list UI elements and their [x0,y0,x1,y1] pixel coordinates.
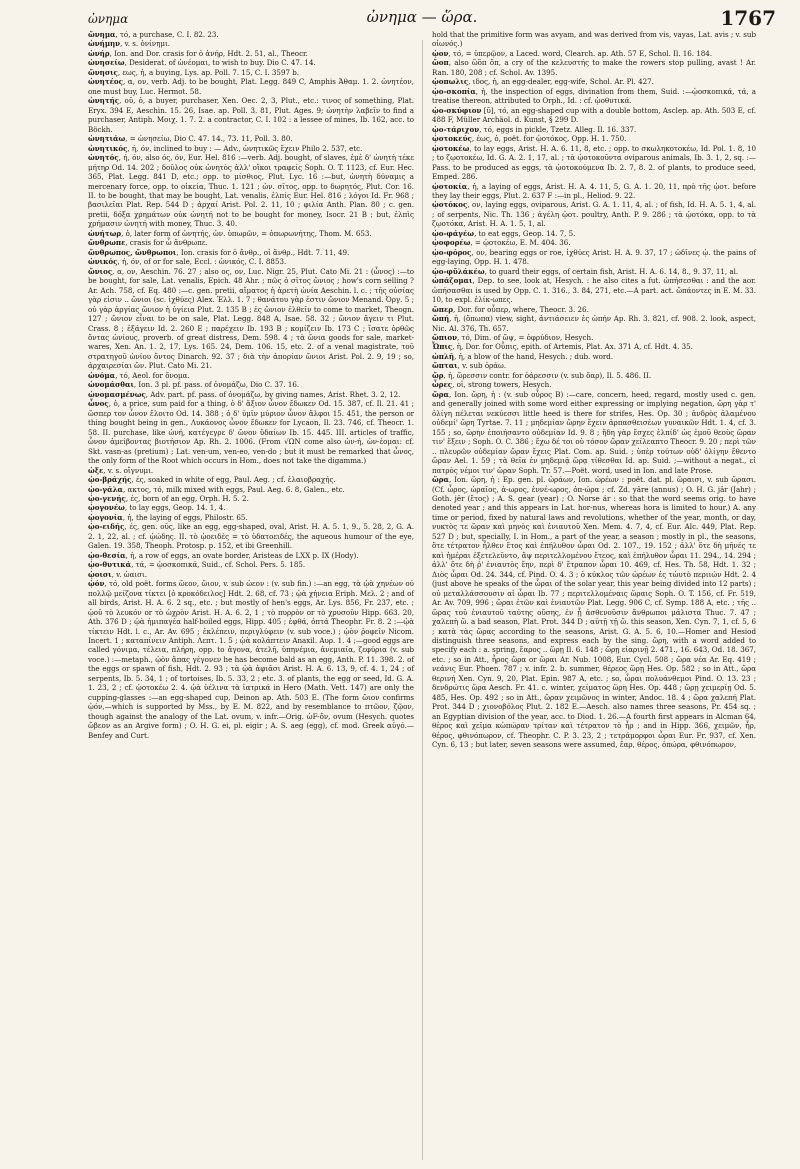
dictionary-entry [88,77,414,96]
entry-definition: , Dep. to see, look at, Hesych. : he also cites a fut. ὠπήσεσθαι : and the aor. ὠπήσασθαι is used by Opp. C. 1. 316., 3. 84, 271, etc.—A part. act. ὤπάοντες in E. M. 33. 10, to expl. ἑλίκ-ωπες. [432,276,756,305]
dictionary-entry [88,503,414,512]
dictionary-entry [88,485,414,494]
dictionary-entry [432,248,756,267]
entry-definition: , to lay eggs, Geop. 14. 1, 4. [124,503,226,513]
entry-definition: , ές, gen. οῦς, like an egg, egg-shaped, oval, Arist. H. A. 5. 1, 9., 5. 28, 2, G. A. 2. 1, 22, al. ; cf. ᾠώδης. II. τὸ ᾠοειδὲς = τὸ ὑδατοειδές, the aqueous humour of the eye, Galen. 19. 358, Theoph. Protosp. p. 152, et ibi Greenhill. [88,522,414,551]
entry-headword: ὤνθρωπε [88,238,126,248]
entry-headword: ὠνητής [88,96,120,106]
entry-definition: , α, ον, Aeschin. 76. 27 ; also ος, ον, Luc. Nigr. 25, Plut. Cato Mi. 21 : (ὦνος) :—to be bought, for sale, Lat. venalis, Epich. 48 Ahr. ; πῶς ὁ σῖτος ὤνιος ; how's corn selling ? Ar. Ach. 758, cf. Eq. 480 :—c. gen. pretii, αἵματος ἡ ἀρετὴ ὠνία Aeschin. l. c. ; τῆς οὐσίας γὰρ εἰσιν .. ὤνιοι (sc. ἰχθύες) Alex. Ἑλλ. 1. 7 ; θανάτου γὰρ ἐστιν ὤνιον Menand. Ὀργ. 5 ; οὐ γὰρ ἀργίας ὤνιον ἡ ὑγίεια Plut. 2. 135 B ; ἐς ὤνιον ἐλθεῖν to come to market, Theogn. 127 ; ὤνιον εἶναι to be on sale, Plat. Legg. 848 A, Isae. 58. 32 ; ὤνιον ἄγειν τι Plut. Crass. 8 ; ἐξάγειν Id. 2. 260 E ; παρέχειν Ib. 193 B ; κομίζειν Ib. 173 C ; ἴσατε ὀρθῶς ὄντας ὠνίους, proverb. of great distress, Dem. 598. 4 ; τὰ ὤνια goods for sale, market-wares, Xen. An. 1. 2, 17, Lys. 165. 24, Dem. 106. 15, etc. 2. of a venal magistrate, τοῦ στρατηγοῦ ὠνίου ὄντος Dinarch. 92. 37 ; διὰ τὴν ἀπορίαν ὤνιοι Arist. Pol. 2. 9, 19 ; so, ἀρχαιρεσίαι ὤν. Plut. Cato Mi. 21. [88,266,414,371]
dictionary-entry [432,182,756,201]
dictionary-entry [88,144,414,153]
entry-headword: ὤπερ [432,304,453,314]
entry-headword: ὠπλῆ [432,351,455,361]
entry-headword: ὤνησις [88,67,118,77]
entry-definition: , ακτος, τό, milk mixed with eggs, Paul. Aeg. 6. 8, Galen., etc. [123,484,345,494]
dictionary-entry [432,276,756,304]
dictionary-entry [432,144,756,182]
entry-headword: ὠνητέος [88,77,123,87]
entry-definition: , also ὢὂπ ὄπ, a cry of the κελευστής to make the rowers stop pulling, avast ! Ar. Ran. 180, 208 ; cf. Schol. Av. 1395. [432,58,756,77]
left-column [88,30,414,740]
entry-headword: ὠνικός [88,257,118,267]
entry-headword: ὦνος [88,399,109,409]
entry-headword: ᾠο-γενής [88,493,126,503]
dictionary-entry [432,106,756,125]
entry-definition: , ὁ, later form of ὠνητής, ὠν. ὑπωρῶν, = ὀπωρωνήτης, Thom. M. 653. [121,228,372,238]
entry-headword: ὤνημα [88,30,116,39]
entry-definition: , v. sub ὁράω. [457,361,507,371]
dictionary-entry [88,399,414,465]
entry-definition: , εως, ἡ, a buying, Lys. ap. Poll. 7. 15, C. I. 3597 b. [117,67,300,77]
dictionary-entry [432,125,756,134]
entry-headword: ὤπιον [432,333,458,342]
entry-headword: ᾠο-σκοπία [432,86,476,96]
dictionary-entry [432,390,756,475]
dictionary-entry [88,229,414,238]
dictionary-entry [432,361,756,370]
entry-definition: [ῠ], τό, an egg-shaped cup with a double bottom, Asclep. ap. Ath. 503 E, cf. 488 F, Müller Archäol. d. Kunst, § 299 D. [432,105,756,125]
entry-definition: , to lay eggs, Arist. H. A. 6. 11, 8, etc. ; opp. to σκωληκοτοκέω, Id. Pol. 1. 8, 10 ; to ζῳοτοκέω, Id. G. A. 2. 1, 17, al. ; τὰ ᾠοτοκοῦντα oviparous animals, Ib. 3. 1, 2, sq. :—Pass. to be produced as eggs, τὰ ᾠοτοκούμενα Ib. 2. 7, 8. 2. of plants, to produce seed, Emped. 286. [432,143,756,182]
entry-headword: ὠνησείω [88,58,125,68]
entry-definition: , Desiderat. of ὠνέομαι, to wish to buy. Dio C. 47. 14. [124,58,316,68]
entry-headword: ᾠο-σκύφιον [432,105,482,115]
dictionary-entry [432,77,756,86]
entry-headword: ᾠον [432,48,449,58]
entry-definition: , ον, laying eggs, oviparous, Arist. G. A. 1. 11, 4, al. ; of fish, Id. H. A. 5. 1, 4, al. ; of serpents, Nic. Th. 136 ; ἀγέλη ᾠοτ. poultry, Anth. P. 9. 286 ; τὰ ᾠοτόκα, opp. to τὰ ζῳοτόκα, Arist. H. A. 1. 5, 1, al. [432,200,756,229]
entry-definition: , ον, bearing eggs or roe, ἰχθύες Arist. H. A. 9. 37, 17 ; ὠδῖνες ᾠ. the pains of egg-laying, Opp. H. 1. 478. [432,247,756,267]
dictionary-entry [432,314,756,333]
entry-definition: , ἡ, a row of eggs, an ovate border, Aristeas de LXX p. IX (Hody). [125,550,359,560]
dictionary-entry [432,342,756,351]
entry-headword: ᾠο-φόρος [432,247,472,257]
entry-headword: ᾠόν [88,579,105,589]
page-number: 1767 [720,6,776,30]
dictionary-entry [88,49,414,58]
entry-headword: ὥρα [432,475,449,485]
entry-definition: , to guard their eggs, of certain fish, Arist. H. A. 6. 14, 8., 9. 37, 11, al. [484,266,739,276]
entry-headword: ᾠοτοκία [432,181,468,191]
dictionary-entry [88,248,414,257]
dictionary-entry [88,560,414,569]
entry-headword: ᾠοτόκος [432,200,468,210]
entry-headword: ᾠοφορέω [432,238,471,248]
entry-headword: ὤπή [432,314,450,324]
dictionary-entry [88,551,414,560]
entry-definition: , τό, a purchase, C. I. 82. 23. [115,30,219,39]
entry-definition: , v. s. οἴγνυμι. [103,465,154,475]
entry-definition: , Adv. part. pf. pass. of ὀνομάζω, by giving names, Arist. Rhet. 3. 2, 12. [145,389,401,399]
dictionary-entry [432,371,756,380]
entry-definition: , ές, born of an egg, Orph. H. 5. 2. [125,493,249,503]
entry-definition: , τό, old poët. forms ὤεον, ὤιον, v. sub ὠεον : (v. sub fin.) :—an egg, τὰ ᾠὰ χηνέων ού πολλῷ μείζονα τίκτει [ὁ κροκόδειλος] Hdt. 2. 68, cf. 73 ; ᾠὰ χήνεια Eriph. Μελ. 2 ; and of all birds, Arist. H. A. 6. 2 sq., etc. ; but mostly of hen's eggs, Ar. Lys. 856, Fr. 237, etc. ; ᾠοῦ τὸ λευκόν or τὸ ὠχρὸν Arist. H. A. 6. 2, 1 ; τὸ πυρρὸν or τὸ χρυσοῦν Hipp. 663. 20, Ath. 376 D ; ᾠὰ ἡμιπαγέα half-boiled eggs, Hipp. 405 ; ἑφθά, ὀπτά Theophr. Fr. 8. 2 :—ᾠὰ τίκτειν Hdt. l. c., Ar. Av. 695 ; ἐκλέπειν, περιγλύφειν (v. sub voce.) ; ᾠὸν ῥοφεῖν Nicom. Incert. 1 ; καταπίνειν Antiph. Λεπτ. 1. 5 ; ᾠὰ κολάπτειν Anaxil. Αυρ. 1. 4 ;—good eggs are called γόνιμα, τέλεια, πλήρη, opp. to ἄγονα, ἀτελῆ, ὑπηνέμια, ἀνεμιαῖα, ζεφύρια (v. sub voce.) :—metaph., ᾠὸν ἄπας γέγονεν he has become bald as an egg, Anth. P. 11. 398. 2. of the eggs or spawn of fish, Hdt. 2. 93 ; τὰ ᾠὰ ἀφιᾶσι Arist. H. A. 6. 13, 9, cf. 4. 1, 24 ; of serpents, Ib. 5. 34, 1 ; of tortoises, Ib. 5. 33, 2 ; etc. 3. of plants, the egg or seed, Id. G. A. 1. 23, 2 ; cf. ᾠοτοκέω 2. 4. ᾠὰ ὑέλινα τὰ ἰατρικά in Hero (Math. Vett. 147) are only the cupping-glasses :—an egg-shaped cup, Deinon ap. Ath. 503 E. (The form ὤιον confirms ᾠόν,—which is supported by Mss., by E. M. 822, and by resemblance to πτῶον, ζῷον, though against the analogy of the Lat. ovum, v. infr.—Orig. ὠF-ὄν, ovum (Hesych. quotes ὤβεον as an Argive form) ; O. H. G. ei, pl. eigir ; A. S. aeg (egg), cf. mod. Greek αὐγό.—Benfey and Curt. [88,579,414,740]
entry-headword: ὤρ [432,370,444,380]
entry-headword: ᾠοτοκέω [432,143,470,153]
entry-definition: , Ion. 3 pl. pf. pass. of ὀνομάζω, Dio C. 37. 16. [133,380,300,390]
entry-definition: , ὁ, a price, sum paid for a thing, ὁ δ' ἄξιον ὦνον ἔδωκεν Od. 15. 387, cf. Il. 21. 41 ; ὥσπερ τον ὦνον ἔλοιτο Od. 14. 388 ; ὁ δ' ὑμῖν μύριον ὦνον ἄλφοι 15. 451, the person or thing bought being in gen., Λυκάονος ὦνον ἔδωκεν for Lycaon, Il. 23. 746, cf. Theocr. 1. 58. II. purchase, like ὠνή, κατέγεγρε δ' ὤνον ὕδαίων Ib. 15. 445. III. articles of traffic, ὦνον ἀμείβοντας βιοτήσιον Ap. Rh. 2. 1006. (From √ΩΝ come also ὠν-ή, ὠν-έομαι: cf. Skt. vasn-as (pretium) ; Lat. ven-um, ven-eo, ven-do ; but it must be remarked that ὦνος, the only form of the Root which occurs in Hom., does not take the digamma.) [88,399,414,466]
entry-headword: ὠπάζομαι [432,276,473,286]
dictionary-entry [88,96,414,134]
entry-headword: ὤρα [432,389,449,399]
entry-definition: , ἡ, the laying of eggs, Philostr. 65. [122,512,248,522]
entry-headword: ὠνήτωρ [88,228,122,238]
dictionary-entry [432,30,756,49]
entry-definition: , ή, όν, also ός, όν, Eur. Hel. 816 :—verb. Adj. bought, of slaves, ἐμὲ δ' ὠνητὴ τέκε μήτηρ Od. 14. 202 ; δοῦλος οὐκ ὠνητὸς ἀλλ' οἴκοι τραφείς Soph. O. T. 1123, cf. Eur. Hec. 365, Plat. Legg. 841 D, etc.; opp. to μίσθιος, Plut. Lyc. 16 :—but, ὠνητὴ δύναμις a mercenary force, opp. to οἰκεία, Thuc. 1. 121 ; ὠν. σῖτος, opp. to δωρητός, Plut. Cor. 16. II. to be bought, that may be bought, Lat. venalis, ἐλπίς Eur. Hel. 816 ; λόγοι Id. Fr. 968 ; βασιλεῖαι Plat. Rep. 544 D ; ἀρχαί Arist. Pol. 2. 11, 10 ; φιλία Anth. Plan. 80 ; c. gen. pretii, δόξα χρημάτων οὐκ ὠνητή not to be bought for money, Isocr. 21 B ; but, ἐλπὶς χρήμασιν ὠνητή with money, Thuc. 3. 40. [88,153,414,229]
dictionary-entry [88,579,414,740]
entry-headword: ᾠο-θεσία [88,550,126,560]
entry-headword: ὤπται [432,361,458,371]
entry-headword: ὠνήμην [88,39,121,49]
entry-definition: , οῦ, ὁ, a buyer, purchaser, Xen. Oec. 2, 3, Plut., etc.: τινος of something, Plat. Eryx. 394 E, Aeschin. 15. 26, Isae. ap. Poll. 3. 81, Plut. Ages. 9; ὠνητὴν λαβεῖν to find a purchaser, Antiph. Μοιχ. 1. 7. 2. a contractor, C. I. 102 : a lessee of mines, Ib. 162, acc. to Böckh. [88,96,414,134]
dictionary-entry [88,522,414,550]
dictionary-entry [432,58,756,77]
dictionary-entry [88,390,414,399]
entry-definition: , ή, όν, of or for sale, Eccl. : ὠνικός, C. I. 8853. [117,257,287,267]
header-left-word: ὠνημα [88,12,129,26]
entry-headword: ὤοπ [432,58,449,68]
entry-headword: ᾠο-φὔλάκέω [432,266,485,276]
entry-definition: , ἡ, a blow of the hand, Hesych. ; dub. word. [454,351,614,361]
column-divider [422,40,423,1160]
entry-definition: , τά, = ᾠοσκοπικά, Suid., cf. Schol. Pers. 5. 185. [131,560,306,570]
dictionary-entry [432,229,756,238]
dictionary-entry [88,380,414,389]
entry-definition: hold that the primitive form was avyam, and was derived from vis, vayas, Lat. avis ; v. sub οἰωνός.) [432,30,756,49]
entry-definition: , Dor. for οὗπερ, where, Theocr. 3. 26. [452,304,589,314]
dictionary-entry [432,267,756,276]
dictionary-entry [88,39,414,48]
dictionary-entry [88,466,414,475]
dictionary-entry [88,153,414,229]
dictionary-entry [432,87,756,106]
entry-definition: , ιδος, ἡ, an egg-dealer, egg-wife, Schol. Ar. Pl. 427. [468,77,654,87]
dictionary-entry [432,380,756,389]
dictionary-entry [88,494,414,503]
header-center-range: ὠνημα — ὥρα. [366,8,478,26]
entry-headword: ᾠο-γάλα [88,484,124,494]
entry-definition: , ἡ, (ὄπωπα) view, sight, ἀντιάσειεν ἐς ὠπήν Ap. Rh. 3. 821, cf. 908. 2. look, aspect, Nic. Al. 376, Th. 657. [432,314,756,333]
dictionary-entry [432,352,756,361]
entry-headword: Ὦπις [432,342,453,352]
entry-definition: , to eat eggs, Geop. 14. 7, 5. [474,228,576,238]
entry-definition: , ές, soaked in white of egg, Paul. Aeg. ; cf. ἐλαιοβραχής. [131,475,336,485]
entry-headword: ᾠο-ειδής [88,522,125,532]
entry-headword: ὠνομασμένως [88,389,146,399]
dictionary-entry [88,30,414,39]
entry-headword: ὤνθρωπος, ὤνθρωποι [88,247,177,257]
dictionary-entry [432,305,756,314]
entry-definition: , α, ον, verb. Adj. to be bought, Plat. Legg. 849 C, Amphis Ἀθαμ. 1. 2. ὠνητέον, one must buy, Luc. Hermot. 58. [88,77,414,96]
entry-definition: , Ion. ὤρη, ἡ : (v. sub οὖρος B) :—care, concern, heed, regard, mostly used c. gen. and generally joined with some word either expressing or implying negation, ὤρη γὰρ τ' ὀλίγη πέλεται νεκύεσσι little heed is there for strifes, Hes. Op. 30 ; ἀνδρὸς ἀλαμένου οὐδεμί' ὤρη Tyrtae. 7. 11 ; μηδεμίαν ὤρην ἔχειν ἁρπασθεισέων γυναικῶν Hdt. 1. 4, cf. 3. 155 ; so, ὤρην ἐποιήσαντο οὐδεμίαν Id. 9. 8 ; ἤδη γὰρ ἔσχες ἐλπίδ' ὡς ἐμοῦ θεοὺς ὤραν τιν' ἕξειν ; Soph. O. C. 386 ; ἔχω δέ τοι οὐ τόσον ὤραν χείλεαπτο Theocr. 9. 20 ; περὶ τῶν .. πλευρῶν οὐδεμίαν ὤραν ἔχεις Plat. Com. ap. Suid. ; ὑπὲρ τούτων οὐδ' ὀλίγην ἔθεντο ὤραν Ael. 1. 59 ; τὰ θεῖα ἐν μηδεμιᾷ ὤρᾳ τίθεσθαι Id. ap. Suid. ;—without a negat., εἰ πατρὸς νέμοι τιν' ὤραν Soph. Tr. 57.—Poët. word, used in Ion. and late Prose. [432,389,756,475]
entry-headword: ὠνομάσθαι [88,380,134,390]
entry-definition: , τό, eggs in pickle, Tzetz. Alleg. Il. 16. 337. [479,124,637,134]
entry-headword: ᾠοπωλις [432,77,469,87]
entry-definition: , ἡ, Dor. for Οὖπις, epith. of Artemis, Plat. Ax. 371 A, cf. Hdt. 4. 35. [452,342,693,352]
entry-definition: , Ion. ὥρη, ἡ : Ep. gen. pl. ὡράων, Ion. ὡρέων : poët. dat. pl. ὥραισι, v. sub ὥρασι. (Cf. ὧρος, ὠραῖος, ἀ-ωρος, ἐννέ-ωρος, ὀπ-ώρα ; cf. Zd. yâre (annus) ; O. H. G. jâr (Jahr) ; Goth. jêr (ἔτος) ; A. S. gear (year) ; O. Norse ár : so that the word seems orig. to have denoted year ; and this appears in Lat. hor-nus, whereas hora is limited to hour.) A. any time or period, fixed by natural laws and revolutions, whether of the year, month, or day, νυκτὸς τε ὥραν καὶ μηνὸς καὶ ἐνιαυτοῦ Xen. Mem. 4. 7, 4, cf. Eur. Alc. 449, Plat. Rep. 527 D ; but, specially, I. in Hom., a part of the year, a season ; mostly in pl., the seasons, ὅτε τέτρατον ἦλθεν ἔτος καὶ ἐπήλυθον ὧραι Od. 2. 107., 19. 152 ; ἀλλ' ὅτε δὴ μῆνές τε καὶ ἡμέραι ἐξετελεῦντο, ἂψ περιτελλομένου ἔτεος, καὶ ἐπήλυθον ὧραι 11. 294., 14. 294 ; ἀλλ' ὅτε δὴ ῥ' ἐνιαυτὸς ἔην, περὶ δ' ἔτραπον ὧραι 10. 469, cf. Hes. Th. 58, Hdt. 1. 32 ; Διὸς ὧραι Od. 24. 344, cf. Pind. O. 4. 3 ; ὁ κύκλος τῶν ὡρέων ἐς τὠυτὸ περιιών Hdt. 2. 4 (just above he speaks of the ὧραι of the solar year, this year being divided into 12 parts) ; οὐ μεταλλάσσουσιν αἱ ὧραι Ib. 77 ; περιτελλομέναις ὥραις Soph. O. T. 156, cf. Fr. 519, Ar. Av. 709, 996 ; ὥραι ἐτῶν καὶ ἐνιαυτῶν Plat. Legg. 906 C, cf. Symp. 188 A, etc. ; τῆς .. ὥρας τοῦ ἐνιαυτοῦ ταύτης οὔσης, ἐν ᾗ ἀσθενοῦσιν ἄνθρωποι μάλιστα Thuc. 7. 47 ; χαλεπὴ ὤ. a bad season, Plat. Prot. 344 D ; αὐτῇ τῇ ὤ. this season, Xen. Cyn. 7, 1, cf. 5, 6 ; κατὰ τὰς ὥρας according to the seasons, Arist. G. A. 5. 6, 10.—Homer and Hesiod distinguish three seasons, and express each by the sing. ὥρη, with a word added to specify each : a. spring, ἔαρος .. ὥρῃ Il. 6. 148 ; ὥρῃ εἰαρινῇ 2. 471., 16. 643, Od. 18. 367, etc. ; so in Att., ἦρος ὥρα or ὥραι Ar. Nub. 1008, Eur. Cycl. 508 ; ὥρα νέα Ar. Eq. 419 ; νεάνις Eur. Phoen. 787 ; v. infr. 2. b. summer, θέρεος ὥρῃ Hes. Op. 582 ; so in Att., ὥρα θερινή Xen. Cyn. 9, 20, Plat. Epin. 987 A, etc. ; so, ὧραι πολυάνθεμοι Pind. O. 13. 23 ; δενδρώτις ὥρα Aesch. Fr. 41. c. winter, χείματος ὥρη Hes. Op. 448 ; ὥρῃ χειμερίῃ Od. 5. 485, Hes. Op. 492 ; so in Att., ὥραν χειμῶνος in winter, Andoc. 18. 4 ; ὥρα χαλεπή Plat. Prot. 344 D ; χιονοβόλος Plut. 2. 182 E.—Aesch. also names three seasons, Pr. 454 sq. ; an Egyptian division of the year, acc. to Diod. 1. 26.—A fourth first appears in Alcman 64, θέρος καὶ χεῖμα κὠπώραν τρίταν καὶ τέτρατον τὸ ἦρ ; and in Hipp. 366, χειμῶν, ἦρ, θέρος, φθινόπωρον, cf. Theophr. C. P. 3. 23, 2 ; τετράμορφοι ὧραι Eur. Fr. 937, cf. Xen. Cyn. 6, 13 ; but later, seven seasons were assumed, ἔαρ, θέρος, ὀπώρα, φθινόπωρον, [432,475,756,750]
entry-headword: ᾠο-φάγέω [432,228,475,238]
entry-definition: , ἡ, a laying of eggs, Arist. H. A. 4. 11, 5, G. A. 1. 20, 11, πρὸ τῆς ᾠοτ. before they lay their eggs, Plut. 2. 637 F :—in pl., Heliod. 9. 22. [432,181,756,200]
entry-definition: , = ὠνησείω, Dio C. 47. 14., 73. 11, Poll. 3. 80. [125,134,293,144]
entry-headword: ὠνητός [88,153,119,163]
entry-headword: ᾠο-τάριχον [432,124,480,134]
entry-headword: ᾠο-βράχής [88,475,132,485]
entry-definition: , ἡ, ὥρεσσιν contr. for ὀάρεσσιν (v. sub ὄαρ), Il. 5. 486. II. [443,370,652,380]
entry-headword: ὦρες [432,380,453,390]
dictionary-entry [432,134,756,143]
entry-definition: , Ion. crasis for ὁ ἄνθρ., οἱ ἄνθρ., Hdt. 7. 11, 49. [176,247,350,257]
dictionary-entry [88,257,414,266]
entry-headword: ὠνητικός [88,143,128,153]
entry-definition: , = ᾠοτοκέω, E. M. 404. 36. [470,238,571,248]
entry-definition: , τό, Aeol. for ὄνομα. [115,370,190,380]
entry-headword: ὠνόμα [88,370,116,380]
entry-definition: , τό, = ὑπερῷον, a Laced. word, Clearch. ap. Ath. 57 E, Schol. Il. 16. 184. [448,48,713,58]
dictionary-entry [88,267,414,371]
dictionary-entry [432,238,756,247]
entry-definition: , έως, ὁ, poët. for ᾠοτόκος, Opp. H. 1. 750. [471,134,627,144]
entry-definition: , ή, όν, inclined to buy : — Adv., ὠνητικῶς ἔχειν Philo 2. 537, etc. [127,143,363,153]
entry-headword: ᾠο-θυτικά [88,560,132,570]
dictionary-entry [88,134,414,143]
entry-headword: ᾠοισι [88,569,112,579]
dictionary-entry [88,371,414,380]
entry-headword: ᾠογονία [88,512,123,522]
dictionary-entry [88,58,414,67]
dictionary-entry [432,200,756,228]
entry-headword: ὤνιος [88,266,113,276]
dictionary-entry [88,570,414,579]
entry-headword: ὠνήρ [88,48,110,58]
dictionary-entry [432,475,756,750]
dictionary-entry [88,475,414,484]
entry-headword: ᾠοτοκεύς [432,134,472,144]
right-column [432,30,756,750]
entry-headword: ὠνητιάω [88,134,126,144]
dictionary-entry [88,513,414,522]
entry-definition: , ἡ, the inspection of eggs, divination from them, Suid. :—ᾠοσκοπικά, τά, a treatise thereon, attributed to Orph., Id. : cf. ᾠοθυτικά. [432,86,756,106]
entry-definition: , Ion. and Dor. crasis for ὁ ἀνήρ, Hdt. 2. 51, al., Theocr. [109,48,308,58]
entry-definition: , τό, Dim. of ὤψ, = ὀφρύδιον, Hesych. [457,333,594,342]
dictionary-entry [88,68,414,77]
entry-definition: , v. s. ὀνίνημι. [120,39,171,49]
entry-definition: , οἱ, strong towers, Hesych. [452,380,552,390]
dictionary-entry [432,49,756,58]
entry-definition: , v. ὠαισι. [111,569,148,579]
dictionary-entry [88,238,414,247]
entry-definition: , crasis for ὦ ἄνθρωπε. [125,238,208,248]
entry-headword: ᾠογονέω [88,503,125,513]
entry-headword: ὡξε [88,465,104,475]
